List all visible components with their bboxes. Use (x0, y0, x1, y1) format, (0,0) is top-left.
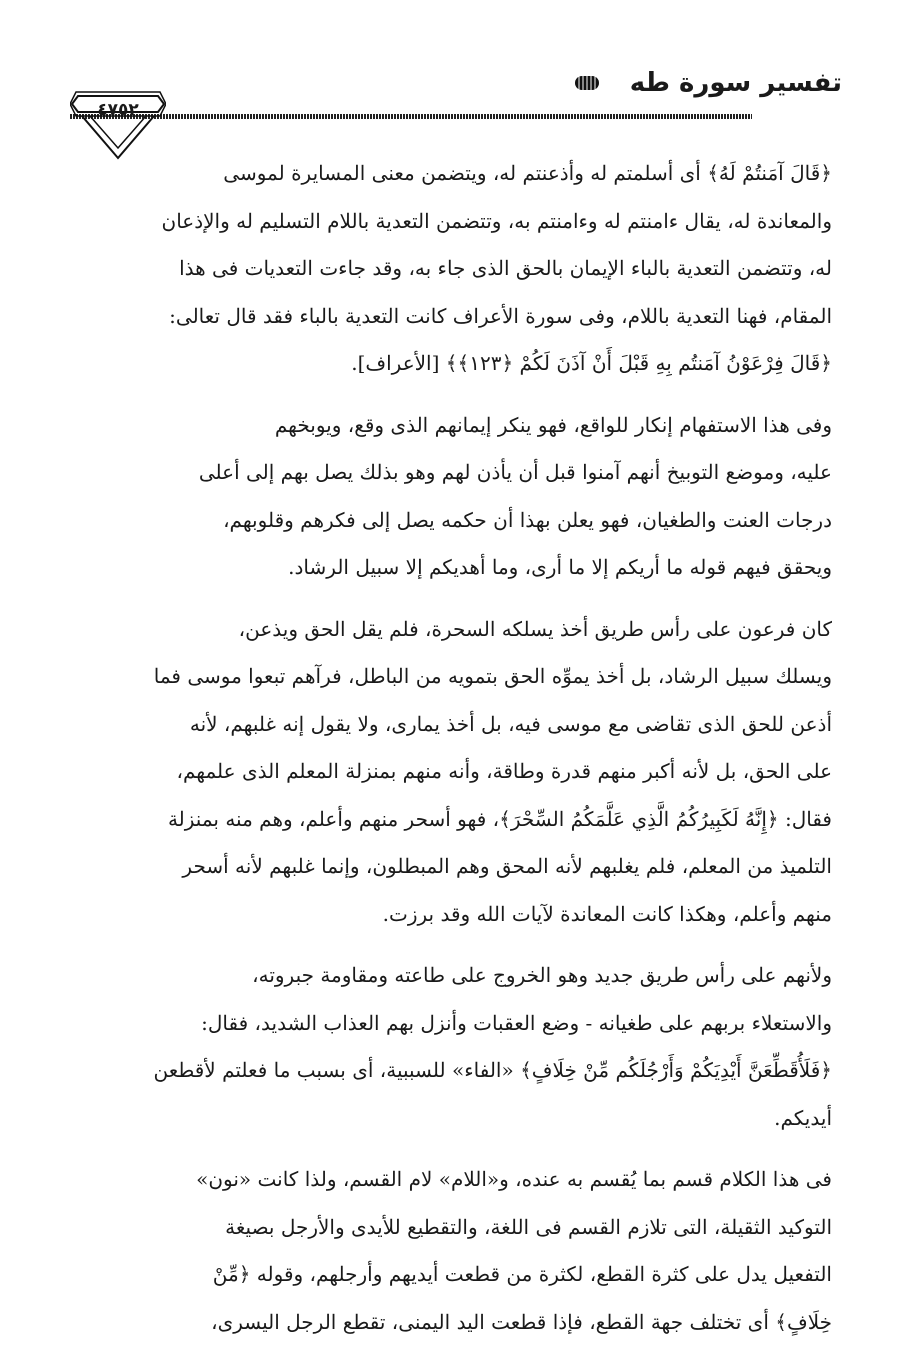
text-line: على الحق، بل لأنه أكبر منهم قدرة وطاقة، وأنه منهم بمنزلة المعلم الذى علمهم، (176, 759, 832, 783)
text-line: التوكيد الثقيلة، التى تلازم القسم فى اللغة، والتقطيع للأيدى والأرجل بصيغة (225, 1214, 832, 1239)
text-line: ﴿فَلَأُقَطِّعَنَّ أَيْدِيَكُمْ وَأَرْجُلَكُم مِّنْ خِلَافٍ﴾ «الفاء» للسببية، أى بسبب ما فعلتم لأقطعن (153, 1058, 832, 1082)
text-line: درجات العنت والطغيان، فهو يعلن بهذا أن حكمه يصل إلى فكرهم وقلوبهم، (223, 507, 832, 532)
text-line: التفعيل يدل على كثرة القطع، لكثرة من قطعت أيديهم وأرجلهم، وقوله ﴿مِّنْ (212, 1262, 832, 1286)
page-number: ٤٧٥٢ (97, 100, 139, 120)
text-line: ﴿قَالَ فِرْعَوْنُ آمَنتُم بِهِ قَبْلَ أَنْ آذَنَ لَكُمْ ﴿١٢٣﴾﴾ [الأعراف]. (351, 351, 832, 375)
text-line: المقام، فهنا التعدية باللام، وفى سورة الأعراف كانت التعدية بالباء فقد قال تعالى: (169, 303, 832, 328)
text-line: ويحقق فيهم قوله ما أريكم إلا ما أرى، وما أهديكم إلا سبيل الرشاد. (288, 555, 832, 579)
text-line: وفى هذا الاستفهام إنكار للواقع، فهو ينكر إيمانهم الذى وقع، ويوبخهم (274, 412, 832, 437)
text-line: ﴿قَالَ آمَنتُمْ لَهُ﴾ أى أسلمتم له وأذعنتم له، ويتضمن معنى المسايرة لموسى (223, 161, 832, 185)
text-line: ولأنهم على رأس طريق جديد وهو الخروج على طاعته ومقاومة جبروته، (252, 963, 832, 987)
text-line: التلميذ من المعلم، فلم يغلبهم لأنه المحق وهم المبطلون، وإنما غلبهم لأنه أسحر (182, 854, 832, 878)
text-line: أيديكم. (774, 1105, 832, 1130)
text-line: أذعن للحق الذى تقاضى مع موسى فيه، بل أخذ يمارى، ولا يقول إنه غلبهم، لأنه (189, 711, 832, 736)
header-rule (70, 114, 752, 119)
text-line: فى هذا الكلام قسم بما يُقسم به عنده، و«اللام» لام القسم، ولذا كانت «نون» (196, 1167, 832, 1191)
text-line: ويسلك سبيل الرشاد، بل أخذ يموِّه الحق بتمويه من الباطل، فرآهم تبعوا موسى فما (153, 664, 832, 688)
paragraph (62, 952, 832, 1142)
paragraph (62, 150, 832, 388)
ornament-icon (574, 72, 600, 94)
text-line: خِلَافٍ﴾ أى تختلف جهة القطع، فإذا قطعت اليد اليمنى، تقطع الرجل اليسرى، (211, 1309, 832, 1334)
paragraph (62, 402, 832, 592)
running-title: تفسير سورة طه (629, 68, 842, 98)
paragraph (62, 606, 832, 939)
text-line: فقال: ﴿إِنَّهُ لَكَبِيرُكُمُ الَّذِي عَلَّمَكُمُ السِّحْرَ﴾، فهو أسحر منهم وأعلم، وهم منه بمنزلة (167, 806, 832, 831)
paragraph (62, 1156, 832, 1346)
body-text (62, 150, 832, 1360)
page-header (70, 58, 850, 158)
text-line: له، وتتضمن التعدية بالباء الإيمان بالحق الذى جاء به، وقد جاءت التعديات فى هذا (179, 256, 832, 280)
text-line: عليه، وموضع التوبيخ أنهم آمنوا قبل أن يأذن لهم وهو بذلك يصل بهم إلى أعلى (198, 460, 832, 484)
text-line: والاستعلاء بربهم على طغيانه - وضع العقبات وأنزل بهم العذاب الشديد، فقال: (201, 1010, 832, 1035)
text-line: منهم وأعلم، وهكذا كانت المعاندة لآيات الله وقد برزت. (382, 901, 832, 926)
text-line: كان فرعون على رأس طريق أخذ يسلكه السحرة، فلم يقل الحق ويذعن، (238, 616, 832, 641)
text-line: والمعاندة له، يقال ءامنتم له وءامنتم به، وتتضمن التعدية باللام التسليم له والإذعان (161, 208, 832, 233)
